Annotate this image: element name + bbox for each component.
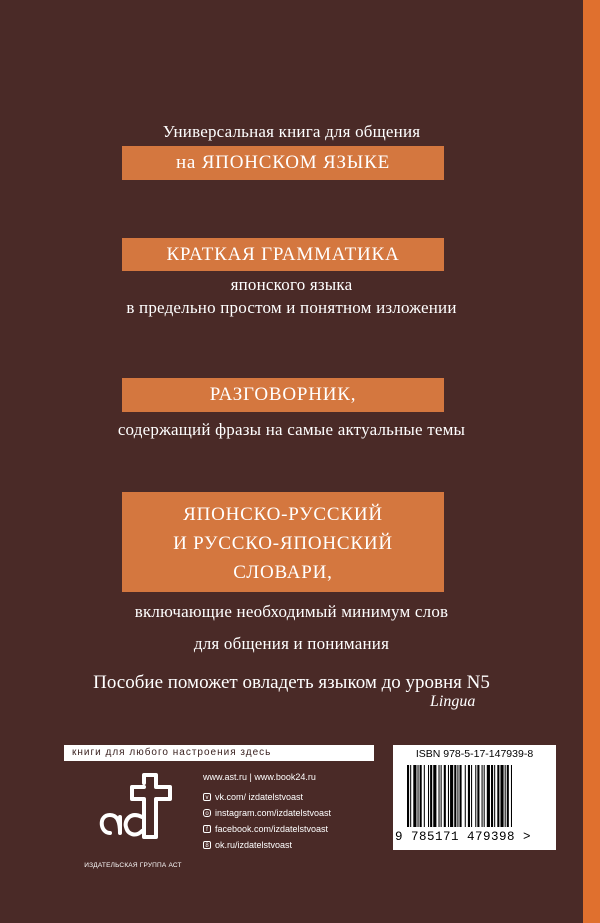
grammar-highlight-text: КРАТКАЯ ГРАММАТИКА bbox=[166, 244, 400, 265]
isbn-text: ISBN 978-5-17-147939-8 bbox=[415, 748, 534, 760]
ok-icon: 8 bbox=[203, 841, 211, 849]
dictionaries-highlight-line-3: СЛОВАРИ, bbox=[233, 562, 333, 583]
site-links[interactable] bbox=[203, 769, 378, 785]
site-links-text: www.ast.ru | www.book24.ru bbox=[203, 772, 316, 782]
vk-link[interactable] bbox=[203, 789, 378, 805]
phrasebook-line: содержащий фразы на самые актуальные темы bbox=[117, 420, 466, 439]
intro-highlight-text: на ЯПОНСКОМ ЯЗЫКЕ bbox=[175, 152, 391, 173]
grammar-line-2: в предельно простом и понятном изложении bbox=[126, 298, 457, 317]
isbn-barcode-box bbox=[393, 745, 556, 850]
tagline: книги для любого настроения здесь bbox=[64, 745, 374, 761]
vk-icon: v bbox=[203, 793, 211, 801]
instagram-icon: o bbox=[203, 809, 211, 817]
intro-highlight bbox=[122, 146, 444, 180]
spine-strip bbox=[583, 0, 600, 923]
barcode-digits: 9 785171 479398 > bbox=[395, 830, 532, 844]
dictionaries-highlight bbox=[122, 492, 444, 592]
publisher-caption: ИЗДАТЕЛЬСКАЯ ГРУППА АСТ bbox=[84, 862, 182, 869]
facebook-icon: f bbox=[203, 825, 211, 833]
ast-logo-icon bbox=[74, 767, 196, 867]
phrasebook-highlight bbox=[122, 378, 444, 412]
grammar-line-1: японского языка bbox=[230, 275, 353, 294]
facebook-link[interactable] bbox=[203, 821, 378, 837]
vk-link-text: vk.com/ izdatelstvoast bbox=[215, 792, 304, 802]
facebook-link-text: facebook.com/izdatelstvoast bbox=[215, 824, 329, 834]
instagram-link[interactable] bbox=[203, 805, 378, 821]
dictionaries-line-1: включающие необходимый минимум слов bbox=[134, 602, 449, 621]
lingua-logo-text: Lingua bbox=[430, 693, 476, 710]
social-links bbox=[203, 769, 378, 853]
dictionaries-highlight-line-2: И РУССКО-ЯПОНСКИЙ bbox=[173, 533, 393, 554]
ok-link-text: ok.ru/izdatelstvoast bbox=[215, 840, 293, 850]
dictionaries-highlight-line-1: ЯПОНСКО-РУССКИЙ bbox=[183, 504, 383, 525]
dictionaries-line-2: для общения и понимания bbox=[193, 634, 390, 653]
grammar-highlight bbox=[122, 238, 444, 271]
lingua-logo bbox=[430, 693, 475, 711]
ok-link[interactable] bbox=[203, 837, 378, 853]
instagram-link-text: instagram.com/izdatelstvoast bbox=[215, 808, 332, 818]
level-text: Пособие поможет овладеть языком до уровня N5 bbox=[93, 672, 490, 693]
barcode-icon bbox=[407, 765, 543, 829]
phrasebook-highlight-text: РАЗГОВОРНИК, bbox=[209, 384, 357, 405]
intro-line: Универсальная книга для общения bbox=[162, 122, 421, 141]
